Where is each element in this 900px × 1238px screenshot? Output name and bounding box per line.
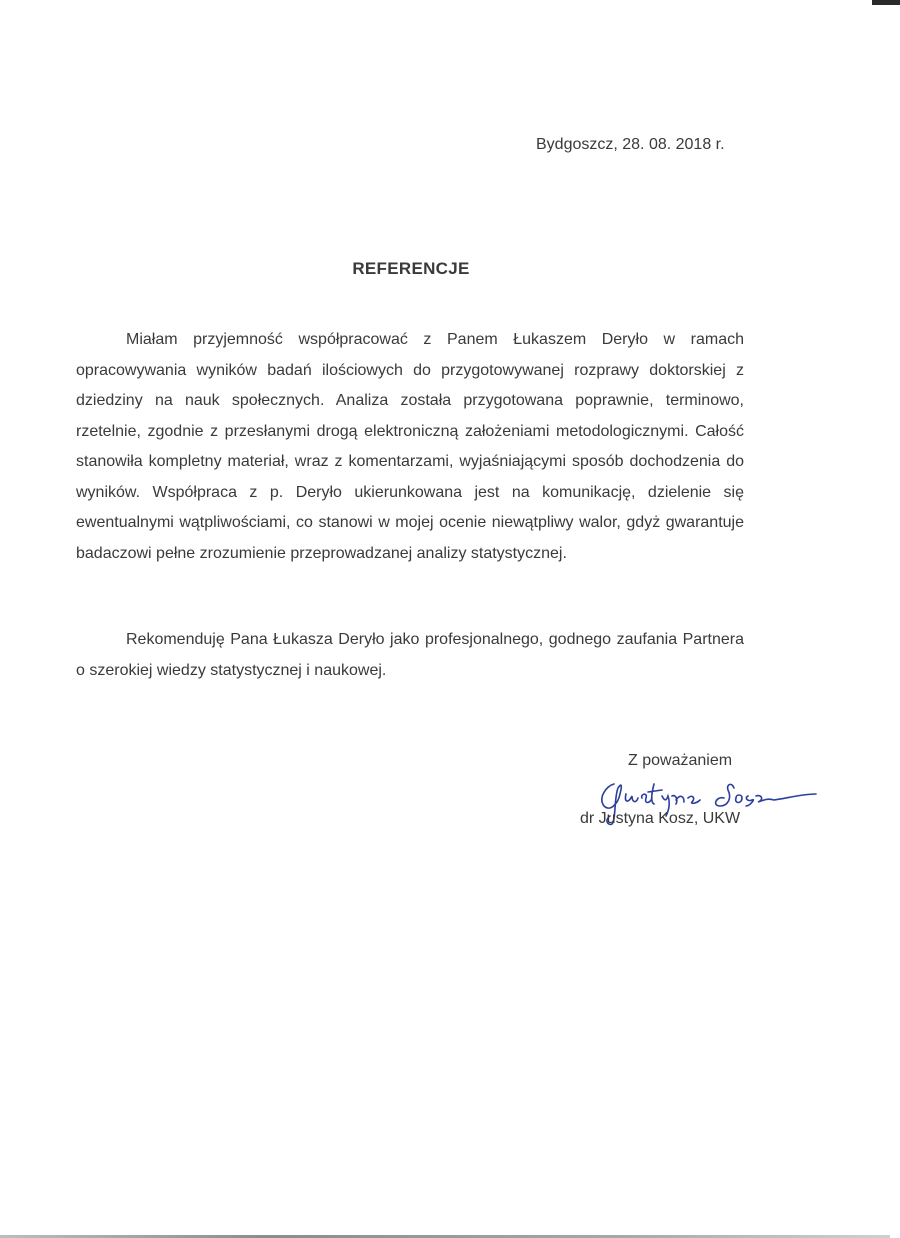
place-date: Bydgoszcz, 28. 08. 2018 r. xyxy=(536,136,725,153)
closing-salutation: Z poważaniem xyxy=(628,752,733,769)
signature-stroke-last-name xyxy=(716,784,816,806)
signer-name: dr Justyna Kosz, UKW xyxy=(580,810,741,827)
scan-edge-top xyxy=(872,0,900,5)
paragraph-recommendation: Rekomenduję Pana Łukasza Deryło jako profesjonalnego, godnego zaufania Partnera o szerokiej wiedzy statystycznej i naukowej. xyxy=(76,631,744,679)
document-title: REFERENCJE xyxy=(352,259,470,278)
paragraph-reference: Miałam przyjemność współpracować z Panem Łukaszem Deryło w ramach opracowywania wyników badań ilościowych do przygotowywanej rozprawy doktorskiej z dziedziny na nauk społecznych. Analiza została przygotowana poprawnie, terminowo, rzetelnie, zgodnie z przesłanymi drogą elektroniczną założeniami metodologicznymi. Całość stanowiła kompletny materiał, wraz z komentarzami, wyjaśniającymi sposób dochodzenia do wyników. Współpraca z p. Deryło ukierunkowana jest na komunikację, dzielenie się ewentualnymi wątpliwościami, co stanowi w mojej ocenie niewątpliwy walor, gdyż gwarantuje badaczowi pełne zrozumienie przeprowadzanej analizy statystycznej. xyxy=(76,331,744,562)
